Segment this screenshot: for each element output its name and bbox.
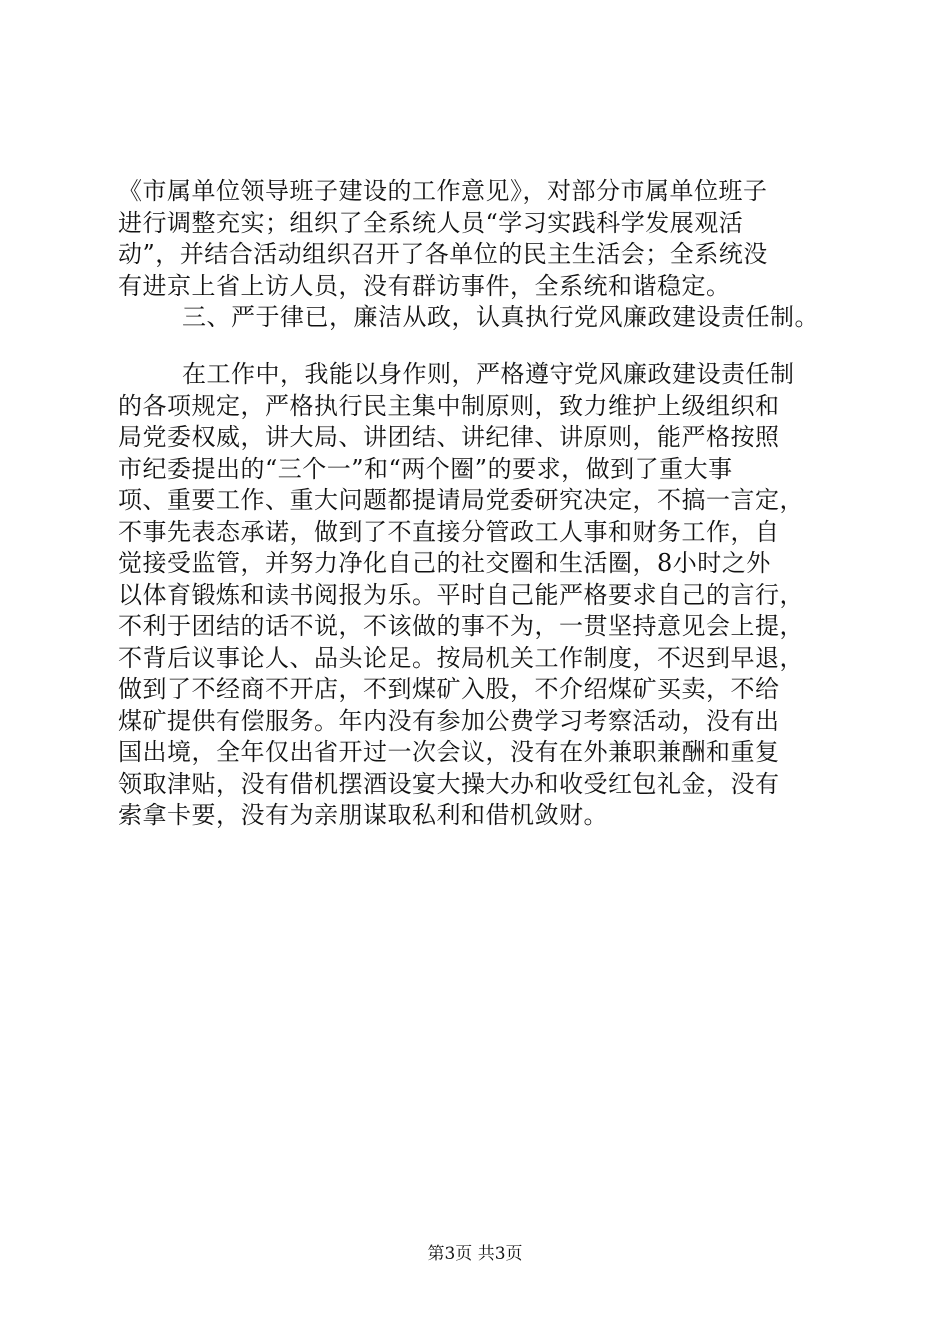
paragraph-line: 国出境，全年仅出省开过一次会议，没有在外兼职兼酬和重复 [118,738,780,766]
paragraph-line: 索拿卡要，没有为亲朋谋取私利和借机敛财。 [118,801,608,829]
paragraph-line: 觉接受监管，并努力净化自己的社交圈和生活圈，8小时之外 [118,549,771,577]
paragraph-line: 项、重要工作、重大问题都提请局党委研究决定，不搞一言定， [118,486,804,514]
paragraph-line: 不事先表态承诺，做到了不直接分管政工人事和财务工作，自 [118,517,780,546]
paragraph-line: 的各项规定，严格执行民主集中制原则，致力维护上级组织和 [118,391,780,420]
paragraph-line: 以体育锻炼和读书阅报为乐。平时自己能严格要求自己的言行， [118,580,804,609]
paragraph-line: 动”，并结合活动组织召开了各单位的民主生活会；全系统没 [118,240,768,268]
paragraph-line: 《市属单位领导班子建设的工作意见》，对部分市属单位班子 [118,177,768,205]
page-number: 第3页 共3页 [427,1244,523,1264]
paragraph-line: 进行调整充实；组织了全系统人员“学习实践科学发展观活 [118,208,744,237]
paragraph-line: 有进京上省上访人员，没有群访事件，全系统和谐稳定。 [118,271,731,300]
paragraph-line: 不利于团结的话不说，不该做的事不为，一贯坚持意见会上提， [118,612,804,640]
paragraph-line: 局党委权威，讲大局、讲团结、讲纪律、讲原则，能严格按照 [118,423,780,451]
paragraph-continued [118,176,838,302]
page-footer [0,1243,950,1265]
paragraph-line: 在工作中，我能以身作则，严格遵守党风廉政建设责任制 [182,360,795,388]
paragraph-line: 市纪委提出的“三个一”和“两个圈”的要求，做到了重大事 [118,454,733,483]
paragraph-line: 不背后议事论人、品头论足。按局机关工作制度，不迟到早退， [118,643,804,672]
paragraph-line: 领取津贴，没有借机摆酒设宴大操大办和收受红包礼金，没有 [118,769,780,798]
paragraph-line: 做到了不经商不开店，不到煤矿入股，不介绍煤矿买卖，不给 [118,675,780,703]
section-heading: 三、严于律已，廉洁从政，认真执行党风廉政建设责任制。 [182,303,819,331]
paragraph-line: 煤矿提供有偿服务。年内没有参加公费学习考察活动，没有出 [118,706,780,735]
paragraph-integrity [118,359,838,832]
